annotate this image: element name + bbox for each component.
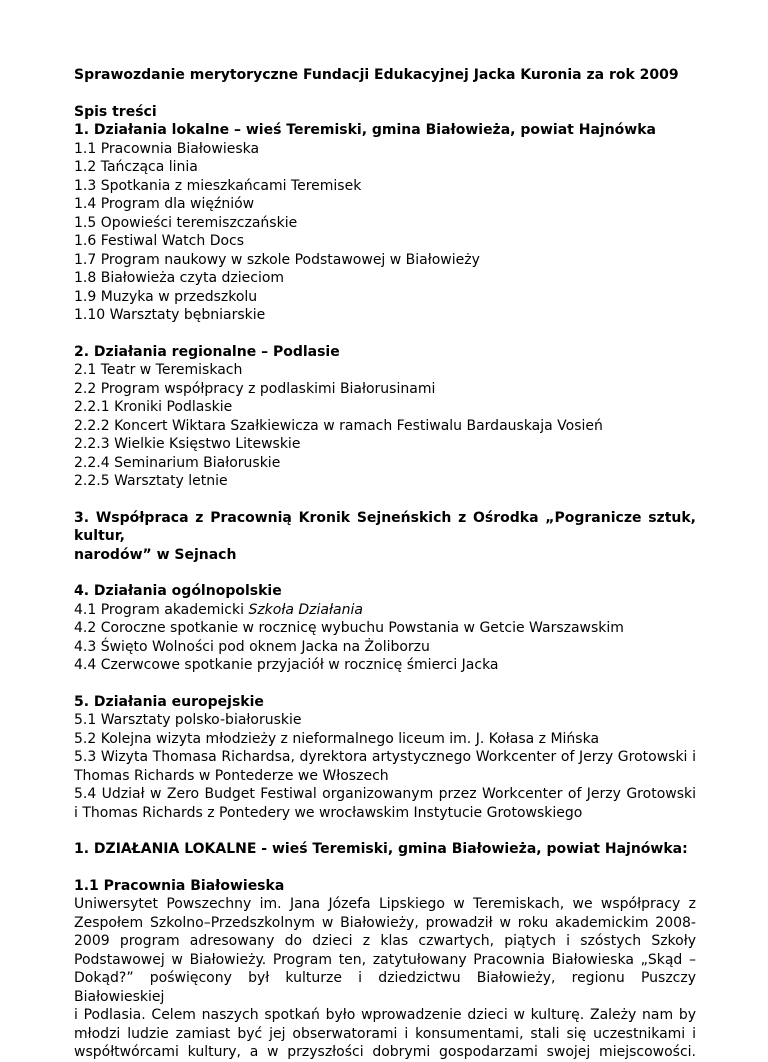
subsection-heading: 1.1 Pracownia Białowieska xyxy=(74,877,285,894)
toc-item: 5.1 Warsztaty polsko-białoruskie xyxy=(74,712,302,728)
toc-item: 4.4 Czerwcowe spotkanie przyjaciół w rocznicę śmierci Jacka xyxy=(74,657,499,673)
toc-item: 1.8 Białowieża czyta dzieciom xyxy=(74,270,285,286)
paragraph-line: Uniwersytet Powszechny im. Jana Józefa Lipskiego w Teremiskach, we współpracy z xyxy=(74,896,696,912)
toc-item: 2.2.2 Koncert Wiktara Szałkiewicza w ramach Festiwalu Bardauskaja Vosień xyxy=(74,417,603,434)
toc-item: 1.4 Program dla więźniów xyxy=(74,196,255,212)
toc-section-3-heading-line2: narodów” w Sejnach xyxy=(74,546,237,563)
toc-item-italic-title: Szkoła Działania xyxy=(248,601,363,618)
document-title: Sprawozdanie merytoryczne Fundacji Edukacyjnej Jacka Kuronia za rok 2009 xyxy=(74,67,679,83)
toc-item: 1.6 Festiwal Watch Docs xyxy=(74,233,245,249)
toc-item: 2.2.3 Wielkie Księstwo Litewskie xyxy=(74,436,301,452)
toc-item-text: 4.1 Program akademicki xyxy=(74,601,249,618)
toc-item: 1.10 Warsztaty bębniarskie xyxy=(74,307,266,323)
toc-item: 2.2.5 Warsztaty letnie xyxy=(74,473,228,489)
toc-section-3-heading-line1: 3. Współpraca z Pracownią Kronik Sejneńskich z Ośrodka „Pogranicze sztuk, kultur, xyxy=(74,509,696,544)
toc-heading: Spis treści xyxy=(74,103,157,120)
toc-item-line: Thomas Richards w Pontederze we Włoszech xyxy=(74,767,389,784)
toc-item-line: 5.3 Wizyta Thomasa Richardsa, dyrektora artystycznego Workcenter of Jerzy Grotowski i xyxy=(74,749,696,765)
toc-item: 2.1 Teatr w Teremiskach xyxy=(74,362,243,378)
toc-item-line: 5.4 Udział w Zero Budget Festiwal organizowanym przez Workcenter of Jerzy Grotowski xyxy=(74,786,696,802)
document-page xyxy=(74,66,696,1062)
paragraph-line: Dokąd?” poświęcony był kulturze i dziedzictwu Białowieży, regionu Puszczy Białowieskiej xyxy=(74,970,696,1005)
toc-item: 2.2 Program współpracy z podlaskimi Białorusinami xyxy=(74,380,436,397)
section-1-heading xyxy=(74,840,696,859)
toc-item: 5.2 Kolejna wizyta młodzieży z nieformalnego liceum im. J. Kołasa z Mińska xyxy=(74,730,600,747)
section-1-heading-rest: - wieś Teremiski, gmina Białowieża, powiat Hajnówka: xyxy=(256,841,688,857)
toc-section-4-heading: 4. Działania ogólnopolskie xyxy=(74,583,282,599)
toc-item: 1.2 Tańcząca linia xyxy=(74,159,198,175)
toc-item: 1.3 Spotkania z mieszkańcami Teremisek xyxy=(74,177,362,194)
toc-item: 1.1 Pracownia Białowieska xyxy=(74,140,260,157)
toc-item: 1.7 Program naukowy w szkole Podstawowej w Białowieży xyxy=(74,251,480,268)
toc-item: 1.5 Opowieści teremiszczańskie xyxy=(74,214,298,231)
paragraph-line: Podstawowej w Białowieży. Program ten, zatytułowany Pracownia Białowieska „Skąd – xyxy=(74,951,696,968)
toc-item: 4.3 Święto Wolności pod oknem Jacka na Żoliborzu xyxy=(74,638,430,655)
toc-section-1-heading: 1. Działania lokalne – wieś Teremiski, gmina Białowieża, powiat Hajnówka xyxy=(74,122,656,138)
toc-item xyxy=(74,601,696,620)
toc-item: 4.2 Coroczne spotkanie w rocznicę wybuchu Powstania w Getcie Warszawskim xyxy=(74,620,624,636)
toc-item: 1.9 Muzyka w przedszkolu xyxy=(74,288,258,305)
paragraph-line: Zespołem Szkolno–Przedszkolnym w Białowieży, prowadził w roku akademickim 2008- xyxy=(74,914,696,931)
paragraph-line: 2009 program adresowany do dzieci z klas czwartych, piątych i szóstych Szkoły xyxy=(74,933,696,949)
toc-item: 2.2.4 Seminarium Białoruskie xyxy=(74,454,281,471)
toc-item-line: i Thomas Richards z Pontedery we wrocławskim Instytucie Grotowskiego xyxy=(74,804,583,821)
paragraph-line: współtwórcami kultury, a w przyszłości dobrymi gospodarzami swojej miejscowości. xyxy=(74,1044,696,1060)
section-1-heading-bold: 1. DZIAŁANIA LOKALNE xyxy=(74,841,257,857)
toc-section-2-heading: 2. Działania regionalne – Podlasie xyxy=(74,343,340,360)
toc-item: 2.2.1 Kroniki Podlaskie xyxy=(74,399,233,415)
toc-section-5-heading: 5. Działania europejskie xyxy=(74,693,264,710)
paragraph-line: młodzi ludzie zamiast być jej obserwatorami i konsumentami, stali się uczestnikami i xyxy=(74,1025,696,1042)
paragraph-line: i Podlasia. Celem naszych spotkań było wprowadzenie dzieci w kulturę. Zależy nam by xyxy=(74,1007,696,1023)
